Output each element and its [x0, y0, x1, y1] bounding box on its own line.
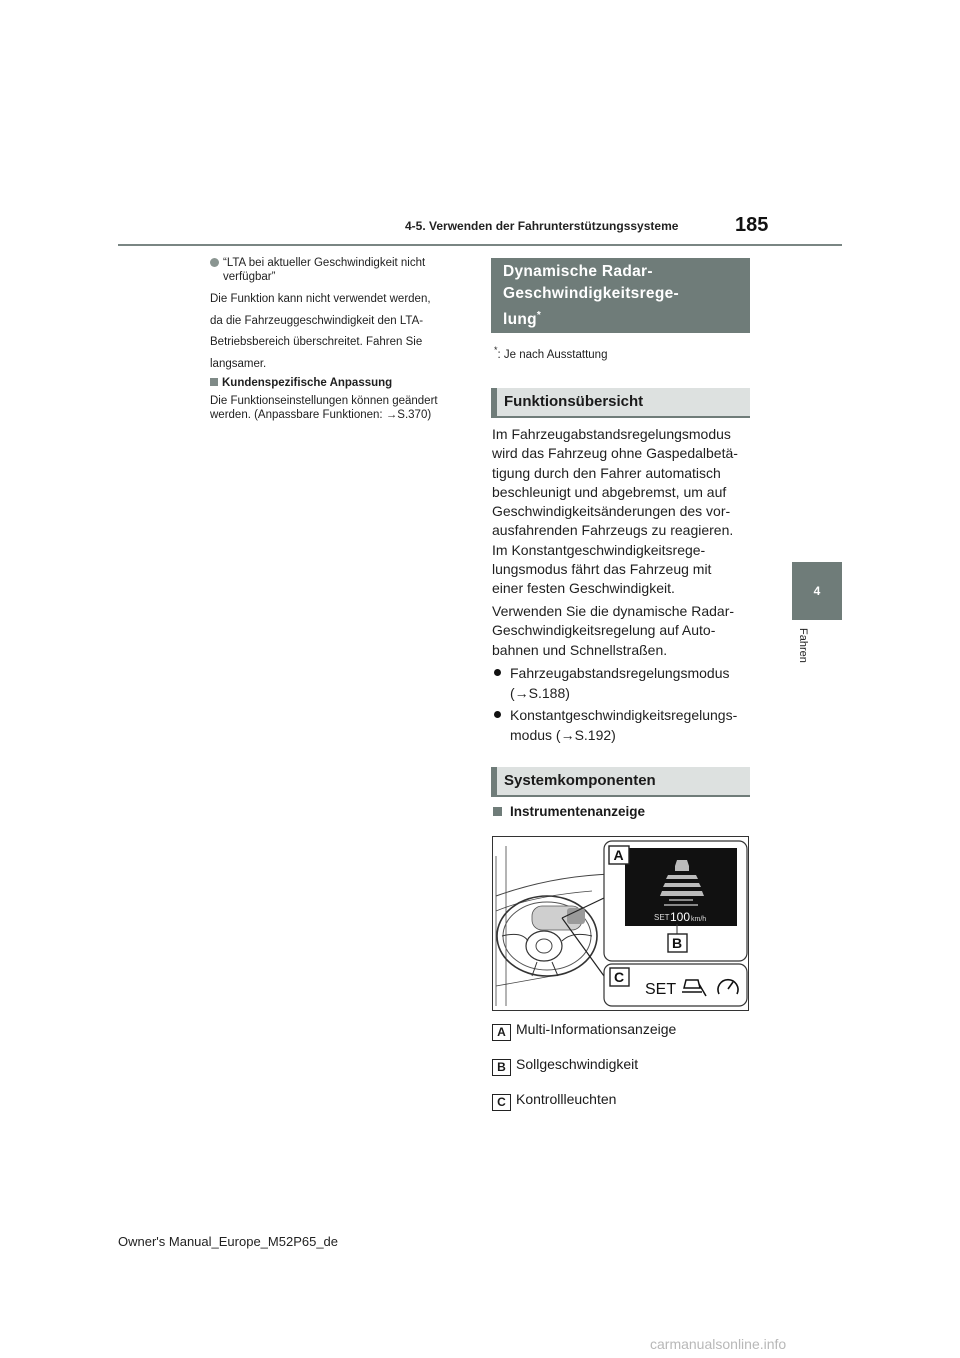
text-line: wird das Fahrzeug ohne Gaspedalbetä-	[492, 445, 738, 462]
instrument-figure-drawing	[492, 836, 749, 1011]
text-line: Die Funktion kann nicht verwendet werden,	[210, 293, 431, 305]
legend-key-b: B	[492, 1059, 511, 1076]
legend-text-b: Sollgeschwindigkeit	[516, 1056, 639, 1072]
link-page-192[interactable]: modus (→S.192)	[510, 727, 616, 743]
custom-text: Die Funktionseinstellungen können geändert werden. (Anpassbare Funktionen: →S.370)	[210, 395, 438, 421]
watermark[interactable]: carmanualsonline.info	[650, 1336, 787, 1352]
overview-paragraph	[492, 425, 754, 599]
main-title-line: Geschwindigkeitsrege-	[503, 285, 679, 302]
text-line: lungsmodus fährt das Fahrzeug mit	[492, 561, 712, 578]
page-number: 185	[735, 214, 769, 236]
text-line: beschleunigt und abgebremst, um auf	[492, 483, 727, 500]
main-title-bar	[491, 258, 750, 333]
label-c: C	[614, 969, 625, 985]
header-rule	[118, 244, 842, 246]
chapter-label: Fahren	[797, 628, 809, 663]
legend-key-c: C	[492, 1094, 511, 1111]
text-line: da die Fahrzeuggeschwindigkeit den LTA-	[210, 314, 424, 327]
label-a: A	[613, 847, 624, 863]
text-line: tigung durch den Fahrer automatisch	[492, 464, 721, 481]
legend-text-a: Multi-Informationsanzeige	[516, 1021, 677, 1037]
custom-heading	[210, 375, 472, 392]
mode-bullet-1	[492, 663, 754, 703]
link-mode-constant[interactable]: Konstantgeschwindigkeitsregelungs-	[510, 707, 738, 723]
main-title-line: lung	[503, 311, 537, 329]
text-line: ausfahrenden Fahrzeugs zu reagieren.	[492, 522, 734, 539]
text-line: Betriebsbereich überschreitet. Fahren Sie	[210, 336, 423, 348]
asterisk-mark: *	[536, 310, 542, 321]
chapter-number: 4	[813, 584, 821, 598]
main-title-line: Dynamische Radar-	[503, 263, 653, 280]
link-mode-distance[interactable]: Fahrzeugabstandsregelungsmodus	[510, 665, 730, 681]
instrument-title: Instrumentenanzeige	[510, 804, 646, 819]
footer-manual-id: Owner's Manual_Europe_M52P65_de	[118, 1234, 339, 1249]
legend-item-c	[492, 1091, 616, 1111]
lta-bullet	[210, 256, 472, 284]
set-small-text: SET	[654, 913, 670, 922]
bullet-dot-icon	[494, 669, 501, 676]
text-line: Verwenden Sie die dynamische Radar-	[492, 603, 735, 619]
chapter-tab	[792, 562, 842, 620]
footnote	[494, 345, 607, 361]
custom-title: Kundenspezifische Anpassung	[222, 377, 393, 389]
section-header: 4-5. Verwenden der Fahrunterstützungssysteme	[405, 219, 679, 233]
lta-bullet-title: “LTA bei aktueller Geschwindigkeit nicht verfügbar”	[223, 257, 426, 283]
instrument-figure	[492, 836, 749, 1011]
text-line: Geschwindigkeitsänderungen des vor-	[492, 503, 731, 520]
legend-text-c: Kontrollleuchten	[516, 1091, 617, 1107]
text-line: Im Konstantgeschwindigkeitsrege-	[492, 541, 706, 558]
speed-unit: km/h	[691, 916, 707, 923]
legend-item-b	[492, 1056, 638, 1076]
footnote-text: : Je nach Ausstattung	[497, 348, 608, 361]
text-line: Geschwindigkeitsregelung auf Auto-	[492, 622, 716, 639]
footnote-mark: *	[494, 345, 498, 355]
square-bullet-icon	[210, 378, 218, 386]
text-line: bahnen und Schnellstraßen.	[492, 641, 668, 658]
set-indicator: SET	[645, 981, 677, 998]
section-systemkomponenten: Systemkomponenten	[491, 767, 750, 797]
instrument-heading	[493, 804, 645, 819]
text-line: einer festen Geschwindigkeit.	[492, 580, 675, 597]
mode-bullet-2	[492, 705, 754, 745]
link-page-188[interactable]: (→S.188)	[510, 685, 570, 701]
usage-paragraph	[492, 602, 754, 660]
section-funktionsuebersicht: Funktionsübersicht	[491, 388, 750, 418]
legend-key-a: A	[492, 1024, 511, 1041]
legend-item-a	[492, 1021, 676, 1041]
square-bullet-icon	[493, 807, 502, 816]
bullet-dot-icon	[210, 258, 219, 267]
label-b: B	[672, 935, 683, 951]
speed-value: 100	[670, 910, 691, 924]
text-line: Im Fahrzeugabstandsregelungsmodus	[492, 426, 731, 442]
text-line: langsamer.	[210, 357, 267, 370]
lta-bullet-body	[210, 289, 472, 375]
bullet-dot-icon	[494, 711, 501, 718]
